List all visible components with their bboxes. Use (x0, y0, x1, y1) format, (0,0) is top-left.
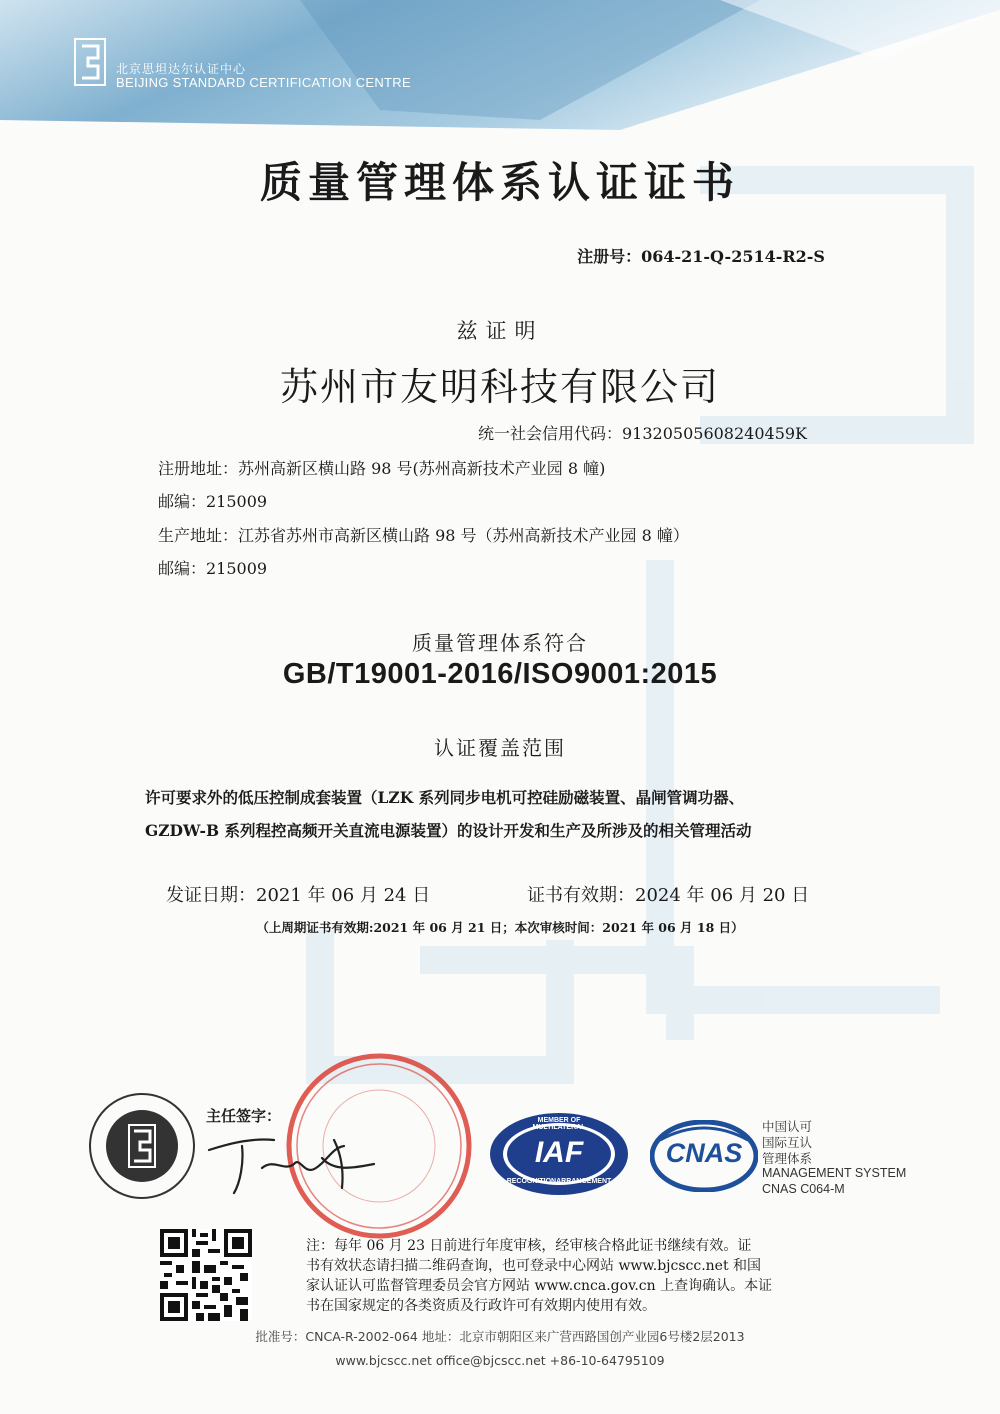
cnas-line-2: 国际互认 (762, 1135, 813, 1150)
cnas-line-5: CNAS C064-M (762, 1182, 845, 1196)
cnas-line-1: 中国认可 (762, 1119, 813, 1134)
contact-info: www.bjcscc.net office@bjcscc.net +86-10-64795109 (335, 1353, 665, 1368)
scope-line-1: 许可要求外的低压控制成套装置（LZK 系列同步电机可控硅励磁装置、晶闸管调功器、 (145, 788, 745, 807)
postcode-2: 邮编：215009 (158, 559, 268, 578)
registered-address: 注册地址：苏州高新区横山路 98 号(苏州高新技术产业园 8 幢) (158, 459, 606, 478)
hereby-certify: 兹证明 (456, 319, 544, 343)
qr-code-icon[interactable] (160, 1229, 252, 1321)
cnas-line-4: MANAGEMENT SYSTEM (762, 1166, 907, 1180)
postcode-1: 邮编：215009 (158, 492, 268, 511)
bscc-round-seal-icon (88, 1092, 196, 1200)
note-line-4: 书在国家规定的各类资质及行政许可有效期内使用有效。 (306, 1298, 656, 1314)
header-org-cn: 北京思坦达尔认证中心 (116, 62, 247, 76)
iaf-center-text: IAF (534, 1136, 584, 1169)
company-name: 苏州市友明科技有限公司 (279, 365, 720, 409)
bscc-logo-icon (74, 38, 106, 86)
issue-date: 发证日期：2021 年 06 月 24 日 (166, 885, 431, 906)
previous-cycle-info: （上周期证书有效期:2021 年 06 月 21 日；本次审核时间：2021 年 06 月 18 日） (256, 920, 744, 935)
cnas-line-3: 管理体系 (762, 1151, 813, 1166)
cnas-logo-text: CNAS (665, 1138, 743, 1168)
scope-title: 认证覆盖范围 (434, 736, 566, 760)
note-line-2: 书有效状态请扫描二维码查询，也可登录中心网站 www.bjcscc.net 和国 (306, 1258, 762, 1274)
validity-note (306, 1236, 846, 1316)
scope-line-2: GZDW-B 系列程控高频开关直流电源装置）的设计开发和生产及所涉及的相关管理活动 (145, 821, 752, 840)
note-line-3: 家认证认可监督管理委员会官方网站 www.cnca.gov.cn 上查询确认。本证 (306, 1278, 773, 1294)
handwritten-signature (204, 1128, 384, 1198)
registration-number: 注册号：064-21-Q-2514-R2-S (577, 247, 825, 266)
note-line-1: 注：每年 06 月 23 日前进行年度审核，经审核合格此证书继续有效。证 (306, 1238, 752, 1254)
conforms-to: 质量管理体系符合 (412, 631, 588, 655)
expiry-date: 证书有效期：2024 年 06 月 20 日 (527, 885, 810, 906)
certificate-title: 质量管理体系认证证书 (259, 158, 740, 207)
director-signature-label: 主任签字： (206, 1107, 282, 1125)
production-address: 生产地址：江苏省苏州市高新区横山路 98 号（苏州高新技术产业园 8 幢） (158, 526, 689, 545)
header-org-en: BEIJING STANDARD CERTIFICATION CENTRE (116, 75, 411, 90)
iaf-bottom-text: RECOGNITIONARRANGEMENT (506, 1178, 612, 1185)
iaf-top-text: MEMBER OF MULTILATERAL (532, 1117, 586, 1131)
approval-address: 批准号：CNCA-R-2002-064 地址：北京市朝阳区来广营西路国创产业园6号楼2层2013 (255, 1329, 745, 1344)
credit-code: 统一社会信用代码：91320505608240459K (478, 424, 808, 443)
standard: GB/T19001-2016/ISO9001:2015 (282, 658, 718, 690)
